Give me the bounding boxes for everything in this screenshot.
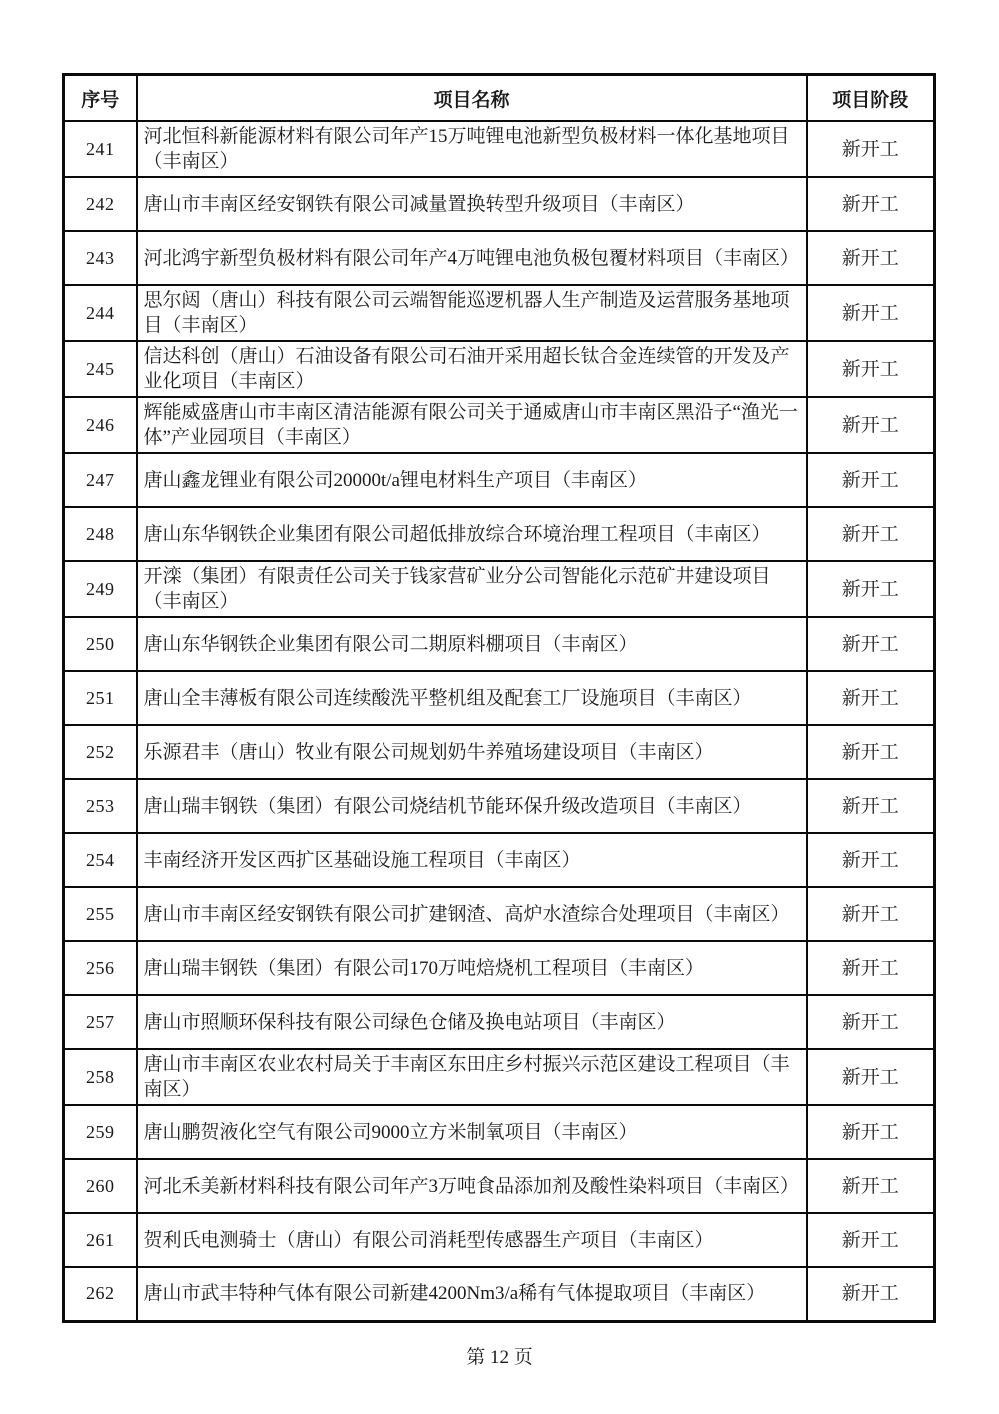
cell-project-stage: 新开工	[807, 285, 935, 341]
cell-project-name: 河北禾美新材料科技有限公司年产3万吨食品添加剂及酸性染料项目（丰南区）	[137, 1159, 807, 1213]
cell-project-name: 唐山东华钢铁企业集团有限公司超低排放综合环境治理工程项目（丰南区）	[137, 507, 807, 561]
cell-project-name: 思尔闼（唐山）科技有限公司云端智能巡逻机器人生产制造及运营服务基地项目（丰南区）	[137, 285, 807, 341]
table-row	[64, 833, 935, 887]
table-row	[64, 1213, 935, 1267]
cell-project-stage: 新开工	[807, 231, 935, 285]
column-header-serial: 序号	[64, 75, 137, 122]
cell-serial-number: 261	[64, 1213, 137, 1267]
cell-project-name: 唐山全丰薄板有限公司连续酸洗平整机组及配套工厂设施项目（丰南区）	[137, 671, 807, 725]
cell-project-stage: 新开工	[807, 941, 935, 995]
table-row	[64, 941, 935, 995]
cell-project-stage: 新开工	[807, 995, 935, 1049]
cell-project-name: 唐山市照顺环保科技有限公司绿色仓储及换电站项目（丰南区）	[137, 995, 807, 1049]
table-row	[64, 1159, 935, 1213]
cell-project-name: 丰南经济开发区西扩区基础设施工程项目（丰南区）	[137, 833, 807, 887]
cell-serial-number: 262	[64, 1267, 137, 1321]
table-row	[64, 725, 935, 779]
cell-project-name: 河北鸿宇新型负极材料有限公司年产4万吨锂电池负极包覆材料项目（丰南区）	[137, 231, 807, 285]
cell-serial-number: 258	[64, 1049, 137, 1105]
cell-serial-number: 260	[64, 1159, 137, 1213]
cell-project-stage: 新开工	[807, 397, 935, 453]
column-header-stage: 项目阶段	[807, 75, 935, 122]
cell-project-name: 唐山鹏贺液化空气有限公司9000立方米制氧项目（丰南区）	[137, 1105, 807, 1159]
cell-project-name: 唐山市丰南区农业农村局关于丰南区东田庄乡村振兴示范区建设工程项目（丰南区）	[137, 1049, 807, 1105]
cell-project-name: 唐山市丰南区经安钢铁有限公司减量置换转型升级项目（丰南区）	[137, 177, 807, 231]
table-row	[64, 397, 935, 453]
table-row	[64, 177, 935, 231]
cell-project-stage: 新开工	[807, 1105, 935, 1159]
cell-project-name: 贺利氏电测骑士（唐山）有限公司消耗型传感器生产项目（丰南区）	[137, 1213, 807, 1267]
table-row	[64, 1267, 935, 1321]
page-footer	[0, 1342, 999, 1369]
table-body	[64, 121, 935, 1321]
cell-project-stage: 新开工	[807, 1049, 935, 1105]
table-row	[64, 1049, 935, 1105]
cell-project-stage: 新开工	[807, 779, 935, 833]
cell-serial-number: 245	[64, 341, 137, 397]
cell-serial-number: 251	[64, 671, 137, 725]
table-row	[64, 231, 935, 285]
page-number: 第 12 页	[466, 1347, 533, 1368]
cell-project-name: 开滦（集团）有限责任公司关于钱家营矿业分公司智能化示范矿井建设项目（丰南区）	[137, 561, 807, 617]
cell-project-stage: 新开工	[807, 177, 935, 231]
table-row	[64, 995, 935, 1049]
table-row	[64, 561, 935, 617]
cell-project-stage: 新开工	[807, 617, 935, 671]
cell-project-stage: 新开工	[807, 341, 935, 397]
cell-serial-number: 259	[64, 1105, 137, 1159]
cell-project-name: 信达科创（唐山）石油设备有限公司石油开采用超长钛合金连续管的开发及产业化项目（丰南区）	[137, 341, 807, 397]
cell-project-name: 唐山市丰南区经安钢铁有限公司扩建钢渣、高炉水渣综合处理项目（丰南区）	[137, 887, 807, 941]
table-row	[64, 779, 935, 833]
cell-serial-number: 252	[64, 725, 137, 779]
cell-serial-number: 254	[64, 833, 137, 887]
cell-project-name: 唐山鑫龙锂业有限公司20000t/a锂电材料生产项目（丰南区）	[137, 453, 807, 507]
cell-project-name: 乐源君丰（唐山）牧业有限公司规划奶牛养殖场建设项目（丰南区）	[137, 725, 807, 779]
table-row	[64, 121, 935, 177]
cell-project-stage: 新开工	[807, 121, 935, 177]
column-header-project-name: 项目名称	[137, 75, 807, 122]
table-row	[64, 341, 935, 397]
table-row	[64, 671, 935, 725]
table-row	[64, 453, 935, 507]
cell-serial-number: 248	[64, 507, 137, 561]
table-row	[64, 617, 935, 671]
cell-serial-number: 253	[64, 779, 137, 833]
cell-project-name: 唐山市武丰特种气体有限公司新建4200Nm3/a稀有气体提取项目（丰南区）	[137, 1267, 807, 1321]
cell-serial-number: 241	[64, 121, 137, 177]
cell-project-stage: 新开工	[807, 453, 935, 507]
cell-project-stage: 新开工	[807, 1159, 935, 1213]
cell-serial-number: 250	[64, 617, 137, 671]
table-row	[64, 507, 935, 561]
cell-project-stage: 新开工	[807, 1213, 935, 1267]
cell-serial-number: 249	[64, 561, 137, 617]
cell-project-stage: 新开工	[807, 507, 935, 561]
cell-serial-number: 256	[64, 941, 137, 995]
cell-project-name: 唐山东华钢铁企业集团有限公司二期原料棚项目（丰南区）	[137, 617, 807, 671]
cell-serial-number: 242	[64, 177, 137, 231]
project-table	[62, 73, 936, 1323]
cell-project-name: 河北恒科新能源材料有限公司年产15万吨锂电池新型负极材料一体化基地项目（丰南区）	[137, 121, 807, 177]
cell-project-stage: 新开工	[807, 671, 935, 725]
cell-serial-number: 246	[64, 397, 137, 453]
cell-project-stage: 新开工	[807, 833, 935, 887]
cell-project-stage: 新开工	[807, 887, 935, 941]
cell-project-stage: 新开工	[807, 1267, 935, 1321]
cell-serial-number: 247	[64, 453, 137, 507]
cell-serial-number: 257	[64, 995, 137, 1049]
cell-project-stage: 新开工	[807, 561, 935, 617]
cell-serial-number: 243	[64, 231, 137, 285]
table-header-row	[64, 75, 935, 122]
table-row	[64, 1105, 935, 1159]
cell-serial-number: 255	[64, 887, 137, 941]
cell-project-name: 唐山瑞丰钢铁（集团）有限公司170万吨焙烧机工程项目（丰南区）	[137, 941, 807, 995]
table-row	[64, 285, 935, 341]
cell-serial-number: 244	[64, 285, 137, 341]
cell-project-name: 辉能威盛唐山市丰南区清洁能源有限公司关于通威唐山市丰南区黑沿子“渔光一体”产业园项目（丰南区）	[137, 397, 807, 453]
cell-project-name: 唐山瑞丰钢铁（集团）有限公司烧结机节能环保升级改造项目（丰南区）	[137, 779, 807, 833]
table-row	[64, 887, 935, 941]
cell-project-stage: 新开工	[807, 725, 935, 779]
